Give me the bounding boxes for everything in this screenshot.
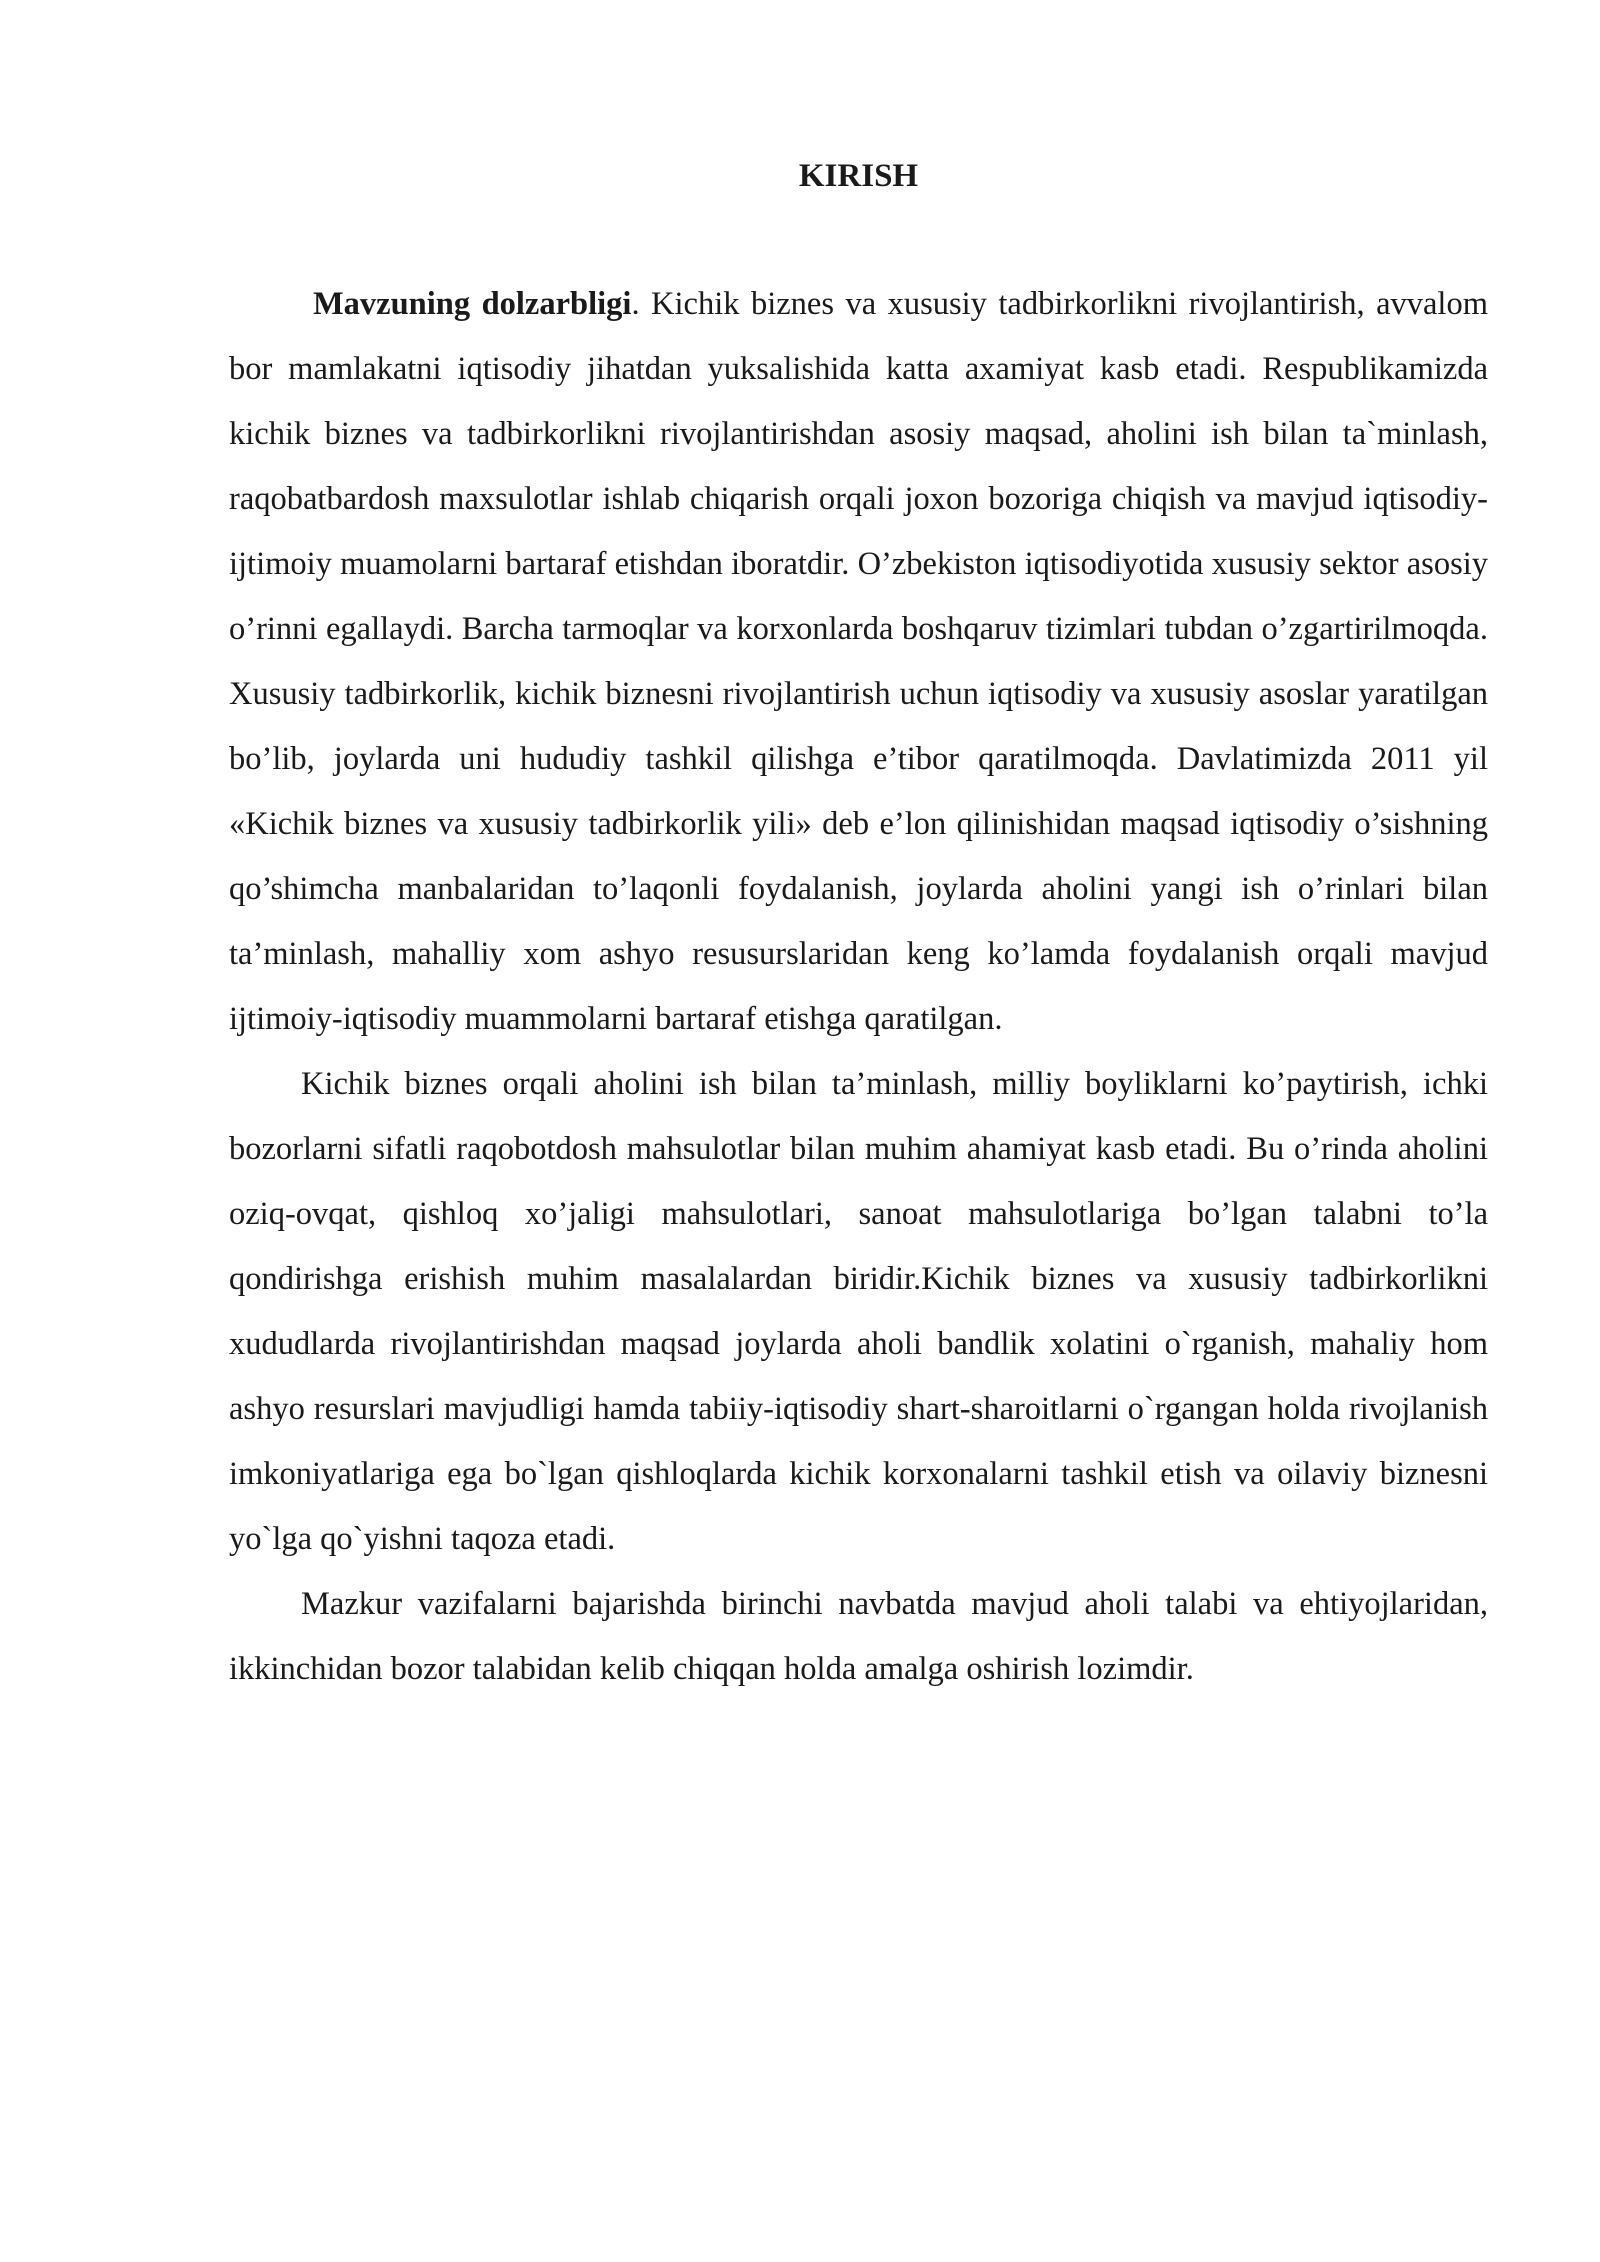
intro-heading-punct: . xyxy=(631,286,652,322)
intro-heading: Mavzuning dolzarbligi xyxy=(313,286,632,322)
paragraph-2: Kichik biznes orqali aholini ish bilan ta’minlash, milliy boyliklarni ko’paytirish, ichki bozorlarni sifatli raqobotdosh mahsulotlar bilan muhim ahamiyat kasb etadi. Bu o’rinda aholini oziq-ovqat, qishloq xo’jaligi mahsulotlari, sanoat mahsulotlariga bo’lgan talabni to’la qondirishga erishish muhim masalalardan biridir.Kichik biznes va xususiy tadbirkorlikni xududlarda rivojlantirishdan maqsad joylarda aholi bandlik xolatini o`rganish, mahaliy hom ashyo resurslari mavjudligi hamda tabiiy-iqtisodiy shart-sharoitlarni o`rgangan holda rivojlanish imkoniyatlariga ega bo`lgan qishloqlarda kichik korxonalarni tashkil etish va oilaviy biznesni yo`lga qo`yishni taqoza etadi. xyxy=(229,1066,1488,1557)
page-title: KIRISH xyxy=(798,158,919,194)
body-text xyxy=(229,272,1488,1702)
paragraph-1 xyxy=(229,272,1488,1052)
paragraph-1-text: Kichik biznes va xususiy tadbirkorlikni rivojlantirish, avvalom bor mamlakatni iqtisodiy jihatdan yuksalishida katta axamiyat kasb etadi. Respublikamizda kichik biznes va tadbirkorlikni rivojlantirishdan asosiy maqsad, aholini ish bilan ta`minlash, raqobatbardosh maxsulotlar ishlab chiqarish orqali joxon bozoriga chiqish va mavjud iqtisodiy-ijtimoiy muamolarni bartaraf etishdan iboratdir. O’zbekiston iqtisodiyotida xususiy sektor asosiy o’rinni egallaydi. Barcha tarmoqlar va korxonlarda boshqaruv tizimlari tubdan o’zgartirilmoqda. Xususiy tadbirkorlik, kichik biznesni rivojlantirish uchun iqtisodiy va xususiy asoslar yaratilgan bo’lib, joylarda uni hududiy tashkil qilishga e’tibor qaratilmoqda. Davlatimizda 2011 yil «Kichik biznes va xususiy tadbirkorlik yili» deb e’lon qilinishidan maqsad iqtisodiy o’sishning qo’shimcha manbalaridan to’laqonli foydalanish, joylarda aholini yangi ish o’rinlari bilan ta’minlash, mahalliy xom ashyo resusurslaridan keng ko’lamda foydalanish orqali mavjud ijtimoiy-iqtisodiy muammolarni bartaraf etishga qaratilgan. xyxy=(229,286,1488,1037)
paragraph-3: Mazkur vazifalarni bajarishda birinchi navbatda mavjud aholi talabi va ehtiyojlaridan, ikkinchidan bozor talabidan kelib chiqqan holda amalga oshirish lozimdir. xyxy=(229,1586,1488,1687)
